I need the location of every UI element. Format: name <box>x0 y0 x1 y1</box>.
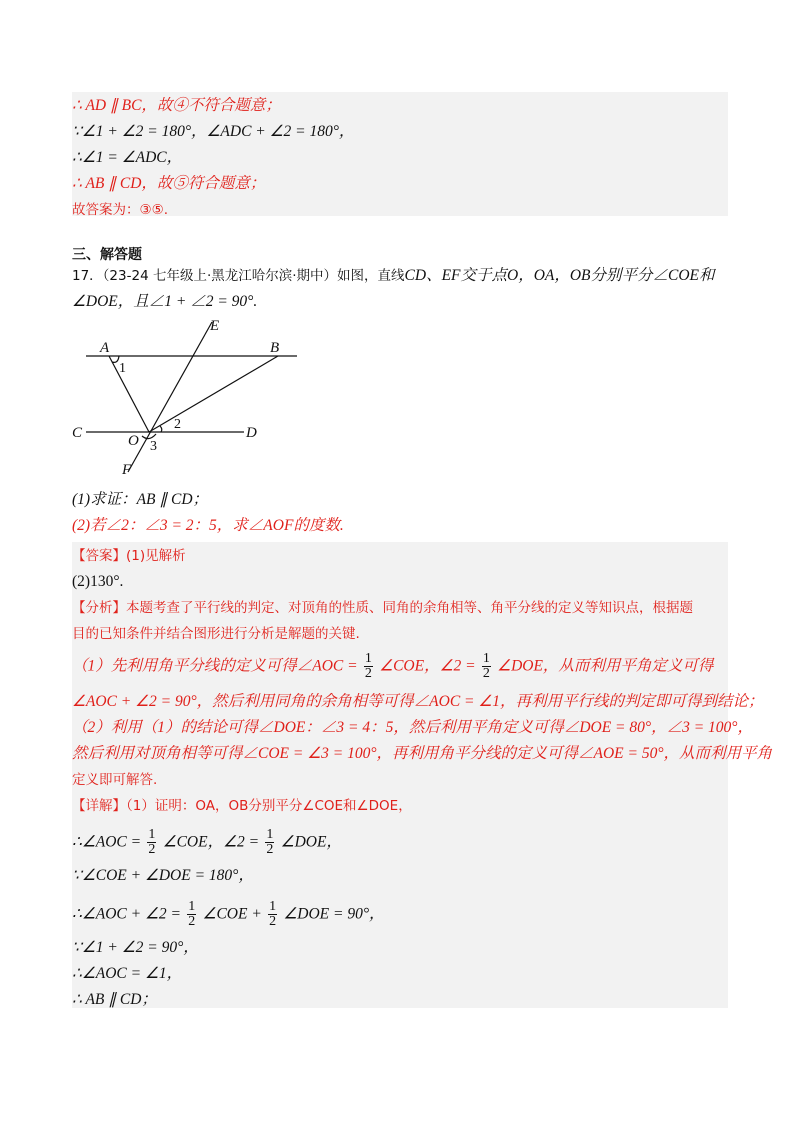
fraction-half: $\frac{1}{2}$ <box>188 899 196 929</box>
detail-line-7: ∴ AB ∥ CD； <box>72 991 157 1008</box>
top-line-5: 故答案为：③⑤. <box>72 202 168 218</box>
analysis-line-2: 目的已知条件并结合图形进行分析是解题的关键. <box>72 626 360 642</box>
fraction-half: $\frac{1}{2}$ <box>266 827 274 857</box>
answer-line-2: (2)130°. <box>72 573 124 590</box>
segment-OB <box>149 356 278 432</box>
label-D: D <box>246 425 257 441</box>
label-angle-2: 2 <box>174 417 181 432</box>
analysis-line-7: 定义即可解答. <box>72 772 158 788</box>
label-A: A <box>100 340 110 356</box>
label-angle-3: 3 <box>150 439 157 454</box>
problem-line-1 <box>72 266 715 286</box>
question-1: (1)求证：AB ∥ CD； <box>72 491 209 508</box>
analysis-line-1: 【分析】本题考查了平行线的判定、对顶角的性质、同角的余角相等、角平分线的定义等知识点，根据题 <box>72 600 693 616</box>
analysis-line-5: （2）利用（1）的结论可得∠DOE：∠3 = 4：5，然后利用平角定义可得∠DOE = 80°，∠3 = 100°， <box>72 719 753 736</box>
fraction-half: $\frac{1}{2}$ <box>482 651 490 681</box>
analysis-line-3: （1）先利用角平分线的定义可得∠AOC = $\frac{1}{2}$ ∠COE，∠2 = $\frac{1}{2}$ ∠DOE，从而利用平角定义可得 <box>72 651 714 681</box>
problem-prefix: 17．（23-24 七年级上·黑龙江哈尔滨·期中）如图，直线 <box>72 268 405 284</box>
problem-rest: CD、EF交于点O，OA，OB分别平分∠COE和 <box>404 267 715 284</box>
problem-line-2: ∠DOE，且∠1 + ∠2 = 90°. <box>72 293 258 310</box>
top-line-2: ∵∠1 + ∠2 = 180°，∠ADC + ∠2 = 180°， <box>72 123 355 140</box>
angle-2-arc <box>160 426 162 432</box>
answer-line-1: 【答案】(1)见解析 <box>72 548 186 564</box>
fraction-half: $\frac{1}{2}$ <box>269 899 277 929</box>
detail-line-6: ∴∠AOC = ∠1， <box>72 965 183 982</box>
label-F: F <box>122 462 132 478</box>
label-angle-1: 1 <box>119 361 126 376</box>
geometry-figure <box>72 312 312 487</box>
analysis-line-6: 然后利用对顶角相等可得∠COE = ∠3 = 100°，再利用角平分线的定义可得∠AOE = 50°，从而利用平角 <box>72 745 773 762</box>
detail-line-3: ∵∠COE + ∠DOE = 180°， <box>72 867 254 884</box>
fraction-half: $\frac{1}{2}$ <box>148 827 156 857</box>
fraction-half: $\frac{1}{2}$ <box>364 651 372 681</box>
top-line-1: ∴ AD ∥ BC，故④不符合题意； <box>72 97 281 114</box>
detail-line-1: 【详解】（1）证明：OA，OB分别平分∠COE和∠DOE， <box>72 798 412 814</box>
analysis-line-4: ∠AOC + ∠2 = 90°，然后利用同角的余角相等可得∠AOC = ∠1，再利用平行线的判定即可得到结论； <box>72 693 764 710</box>
label-O: O <box>128 433 139 449</box>
section-title: 三、解答题 <box>72 247 142 263</box>
label-E: E <box>210 318 220 334</box>
detail-line-2: ∴∠AOC = $\frac{1}{2}$ ∠COE，∠2 = $\frac{1}{2}$ ∠DOE， <box>72 827 342 857</box>
question-2: (2)若∠2：∠3 = 2：5，求∠AOF的度数. <box>72 517 344 534</box>
top-line-4: ∴ AB ∥ CD，故⑤符合题意； <box>72 175 266 192</box>
segment-OA <box>109 356 149 432</box>
line-EF <box>128 322 212 472</box>
detail-line-5: ∵∠1 + ∠2 = 90°， <box>72 939 199 956</box>
detail-line-4: ∴∠AOC + ∠2 = $\frac{1}{2}$ ∠COE + $\frac{1}{2}$ ∠DOE = 90°， <box>72 899 385 929</box>
top-line-3: ∴∠1 = ∠ADC， <box>72 149 183 166</box>
label-C: C <box>72 425 83 441</box>
label-B: B <box>270 340 280 356</box>
angle-1-arc <box>112 356 119 362</box>
